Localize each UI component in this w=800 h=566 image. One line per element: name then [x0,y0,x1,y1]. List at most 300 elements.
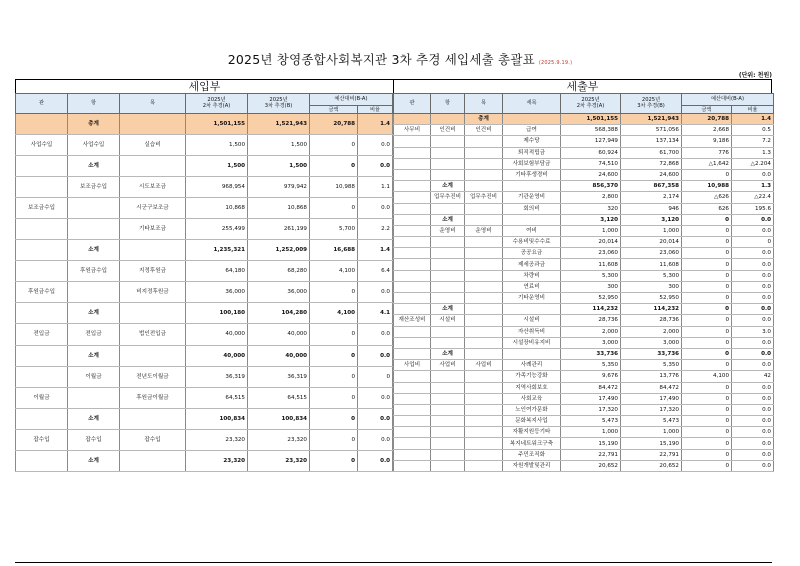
income-cell-hang [68,387,120,408]
income-col-b-year: 2025년 [269,97,288,103]
income-cell-hang: 잡수입 [68,429,120,450]
expense-cell-b: 1,000 [621,225,682,236]
expense-cell-hang [431,337,465,348]
expense-cell-a: 320 [561,203,621,214]
expense-cell-hang [431,237,465,248]
income-cell-b: 36,319 [248,366,310,387]
income-cell-hang: 후원금수입 [68,261,120,282]
expense-cell-gwan [394,337,431,348]
income-cell-gwan [16,366,68,387]
expense-cell-gwan [394,259,431,270]
expense-cell-b: 3,000 [621,337,682,348]
income-cell-hang: 전입금 [68,324,120,345]
income-cell-b: 1,252,009 [248,240,310,261]
expense-cell-a: 52,950 [561,293,621,304]
expense-cell-gwan [394,404,431,415]
table-row [16,429,393,450]
expense-cell-ratio: △2.204 [732,158,774,169]
expense-cell-a: 856,370 [561,181,621,192]
expense-cell-ratio: 7.2 [732,136,774,147]
expense-section-title: 세출부 [566,80,599,93]
table-row [394,360,774,371]
expense-cell-gwan [394,169,431,180]
income-cell-ratio: 6.4 [358,261,393,282]
expense-cell-diff: 0 [682,404,732,415]
income-cell-ratio: 4.1 [358,303,393,324]
income-cell-diff: 4,100 [310,261,358,282]
expense-cell-semok: 자산취득비 [503,326,561,337]
expense-cell-hang [431,438,465,449]
income-cell-a: 64,180 [186,261,248,282]
expense-cell-semok [503,304,561,315]
expense-cell-semok: 제세공과금 [503,259,561,270]
income-cell-a: 10,868 [186,198,248,219]
expense-cell-hang: 사업비 [431,360,465,371]
expense-cell-mok [465,237,503,248]
income-cell-mok: 비지정후원금 [120,282,186,303]
income-cell-b: 23,320 [248,429,310,450]
expense-cell-hang: 소계 [431,348,465,359]
expense-cell-hang [431,326,465,337]
income-cell-hang: 사업수입 [68,135,120,156]
table-row [16,219,393,240]
expense-cell-gwan [394,181,431,192]
expense-col-semok: 세목 [503,94,561,114]
table-row [394,326,774,337]
expense-cell-hang: 운영비 [431,225,465,236]
expense-cell-diff: 0 [682,360,732,371]
table-row [394,315,774,326]
expense-cell-diff: 10,988 [682,181,732,192]
expense-cell-b: 1,521,943 [621,114,682,125]
expense-cell-a: 2,000 [561,326,621,337]
income-cell-a: 1,500 [186,135,248,156]
income-col-b-sub: 3차 추경(B) [264,102,293,109]
income-cell-gwan [16,240,68,261]
expense-cell-mok [465,371,503,382]
expense-cell-a: 11,608 [561,259,621,270]
expense-cell-ratio: 0.0 [732,393,774,404]
expense-cell-semok [503,114,561,125]
table-row [394,225,774,236]
income-cell-diff: 0 [310,429,358,450]
income-cell-diff: 0 [310,324,358,345]
expense-cell-mok: 운영비 [465,225,503,236]
income-cell-diff: 5,700 [310,219,358,240]
expense-cell-hang [431,416,465,427]
expense-cell-a: 5,473 [561,416,621,427]
expense-cell-ratio: 1.3 [732,181,774,192]
expense-cell-b: 17,320 [621,404,682,415]
expense-cell-semok: 사회교육 [503,393,561,404]
income-cell-hang: 소계 [68,408,120,429]
expense-cell-hang: 소계 [431,304,465,315]
income-cell-hang: 소계 [68,156,120,177]
expense-cell-mok [465,460,503,471]
expense-cell-ratio: 0.0 [732,293,774,304]
expense-cell-hang: 업무추진비 [431,192,465,203]
table-row [394,404,774,415]
expense-cell-a: 1,501,155 [561,114,621,125]
expense-cell-diff: 0 [682,237,732,248]
expense-cell-ratio: 0.0 [732,427,774,438]
expense-cell-gwan [394,225,431,236]
income-cell-diff: 0 [310,156,358,177]
expense-col-gwan: 관 [394,94,431,114]
expense-cell-diff: 0 [682,281,732,292]
expense-cell-gwan: 재산조성비 [394,315,431,326]
income-col-a-sub: 2차 추경(A) [202,102,231,109]
income-table [15,93,393,472]
expense-cell-ratio: 195.6 [732,203,774,214]
expense-cell-a: 300 [561,281,621,292]
table-row [394,371,774,382]
expense-cell-b: 20,014 [621,237,682,248]
expense-cell-a: 17,320 [561,404,621,415]
expense-cell-semok: 가족기능강화 [503,371,561,382]
expense-cell-diff: 4,100 [682,371,732,382]
expense-cell-diff: 0 [682,348,732,359]
expense-cell-b: 24,600 [621,169,682,180]
expense-cell-gwan [394,192,431,203]
expense-cell-gwan [394,393,431,404]
expense-cell-hang [431,293,465,304]
expense-cell-b: 5,300 [621,270,682,281]
table-row [394,136,774,147]
income-col-hang: 항 [68,94,120,114]
income-cell-a: 100,834 [186,408,248,429]
income-cell-ratio: 0.0 [358,156,393,177]
expense-cell-gwan [394,304,431,315]
income-cell-ratio: 1.4 [358,240,393,261]
expense-cell-b: 114,232 [621,304,682,315]
expense-col-amount: 금액 [682,106,732,114]
income-cell-gwan [16,303,68,324]
expense-cell-mok: 인건비 [465,125,503,136]
expense-cell-mok [465,136,503,147]
expense-cell-ratio: 0.0 [732,337,774,348]
income-cell-ratio: 0.0 [358,429,393,450]
income-cell-mok [120,303,186,324]
income-cell-b: 261,199 [248,219,310,240]
expense-cell-semok: 연료비 [503,281,561,292]
expense-cell-a: 568,388 [561,125,621,136]
expense-cell-semok: 퇴직적립금 [503,147,561,158]
income-cell-ratio: 0 [358,366,393,387]
income-col-amount: 금액 [310,106,358,114]
income-cell-b: 36,000 [248,282,310,303]
income-cell-hang [68,198,120,219]
expense-cell-mok [465,304,503,315]
table-row [394,125,774,136]
expense-cell-semok: 제수당 [503,136,561,147]
expense-cell-mok: 총계 [465,114,503,125]
expense-cell-ratio: 0.0 [732,460,774,471]
expense-cell-hang [431,158,465,169]
expense-col-ratio: 비율 [732,106,774,114]
income-col-gwan: 관 [16,94,68,114]
expense-cell-diff: 626 [682,203,732,214]
expense-cell-hang: 시설비 [431,315,465,326]
expense-cell-gwan: 사업비 [394,360,431,371]
expense-cell-diff: 0 [682,337,732,348]
income-cell-gwan: 이월금 [16,387,68,408]
expense-cell-ratio: 0.0 [732,270,774,281]
expense-cell-diff: △626 [682,192,732,203]
expense-col-b-year: 2025년 [641,97,661,103]
expense-cell-mok: 업무추진비 [465,192,503,203]
table-row [16,198,393,219]
expense-cell-a: 28,736 [561,315,621,326]
expense-cell-diff: 0 [682,460,732,471]
expense-cell-mok [465,438,503,449]
title-date: (2025.9.19.) [538,60,573,66]
expense-cell-hang: 인건비 [431,125,465,136]
expense-cell-mok [465,248,503,259]
expense-cell-b: 2,174 [621,192,682,203]
expense-cell-a: 33,736 [561,348,621,359]
income-cell-mok [120,345,186,366]
income-cell-ratio: 0.0 [358,282,393,303]
expense-cell-ratio: 0.0 [732,214,774,225]
income-cell-ratio: 1.1 [358,177,393,198]
expense-cell-gwan [394,371,431,382]
expense-cell-mok [465,315,503,326]
expense-cell-mok [465,147,503,158]
expense-cell-ratio: 1.4 [732,114,774,125]
table-row [394,460,774,471]
income-cell-b: 979,942 [248,177,310,198]
expense-cell-b: 300 [621,281,682,292]
expense-cell-mok [465,270,503,281]
expense-cell-diff: 9,186 [682,136,732,147]
expense-cell-gwan [394,293,431,304]
expense-cell-ratio: 0.0 [732,416,774,427]
income-cell-diff: 10,988 [310,177,358,198]
income-cell-hang: 이월금 [68,366,120,387]
income-col-b [248,94,310,114]
expense-cell-hang [431,203,465,214]
expense-cell-semok: 기타후생경비 [503,169,561,180]
expense-cell-mok [465,337,503,348]
table-row [16,366,393,387]
expense-cell-mok [465,214,503,225]
income-cell-gwan [16,408,68,429]
expense-cell-b: 1,000 [621,427,682,438]
expense-cell-gwan [394,214,431,225]
expense-col-a-sub: 2차 추경(A) [576,102,605,109]
expense-cell-a: 24,600 [561,169,621,180]
expense-cell-semok: 공공요금 [503,248,561,259]
expense-cell-hang [431,259,465,270]
expense-cell-gwan [394,416,431,427]
expense-cell-semok: 차량비 [503,270,561,281]
expense-cell-ratio: 0.0 [732,449,774,460]
income-cell-gwan [16,345,68,366]
expense-cell-hang [431,371,465,382]
expense-cell-semok: 기타운영비 [503,293,561,304]
income-cell-mok [120,114,186,135]
expense-cell-gwan [394,460,431,471]
income-cell-gwan: 후원금수입 [16,282,68,303]
income-cell-ratio: 0.0 [358,345,393,366]
income-cell-gwan: 전입금 [16,324,68,345]
expense-cell-semok [503,214,561,225]
expense-cell-a: 9,676 [561,371,621,382]
expense-cell-a: 23,060 [561,248,621,259]
expense-cell-b: 137,134 [621,136,682,147]
income-col-diff: 예산대비(B-A) [310,94,393,106]
expense-cell-semok: 수용비및수수료 [503,237,561,248]
table-row [394,147,774,158]
income-cell-diff: 0 [310,387,358,408]
table-row [394,192,774,203]
table-row [16,387,393,408]
expense-cell-gwan [394,114,431,125]
expense-cell-ratio: 0.0 [732,382,774,393]
income-cell-a: 968,954 [186,177,248,198]
expense-cell-ratio: 1.3 [732,147,774,158]
income-cell-hang: 소계 [68,450,120,471]
table-row [16,408,393,429]
expense-cell-a: 3,120 [561,214,621,225]
expense-col-mok: 목 [465,94,503,114]
expense-cell-hang [431,393,465,404]
expense-cell-b: 22,791 [621,449,682,460]
expense-cell-semok: 노인여가문화 [503,404,561,415]
expense-cell-a: 60,924 [561,147,621,158]
expense-cell-a: 2,800 [561,192,621,203]
expense-cell-semok: 복지네트워크구축 [503,438,561,449]
expense-cell-semok [503,181,561,192]
expense-cell-diff: 0 [682,304,732,315]
expense-cell-gwan [394,348,431,359]
expense-cell-gwan [394,248,431,259]
expense-cell-a: 127,949 [561,136,621,147]
income-cell-mok [120,240,186,261]
expense-cell-b: 72,868 [621,158,682,169]
expense-cell-gwan [394,427,431,438]
expense-cell-diff: 0 [682,270,732,281]
expense-cell-a: 20,652 [561,460,621,471]
table-row [16,261,393,282]
income-cell-gwan: 잡수입 [16,429,68,450]
income-cell-a: 1,500 [186,156,248,177]
expense-cell-semok: 자원개발및관리 [503,460,561,471]
expense-cell-b: 52,950 [621,293,682,304]
expense-cell-diff: 0 [682,248,732,259]
expense-cell-mok [465,169,503,180]
income-col-ratio: 비율 [358,106,393,114]
expense-cell-a: 1,000 [561,225,621,236]
expense-cell-b: 84,472 [621,382,682,393]
expense-cell-a: 15,190 [561,438,621,449]
income-cell-gwan [16,177,68,198]
expense-cell-mok [465,382,503,393]
table-row [394,270,774,281]
expense-cell-hang: 소계 [431,181,465,192]
expense-cell-mok [465,259,503,270]
income-cell-diff: 4,100 [310,303,358,324]
expense-cell-diff: 0 [682,326,732,337]
table-row [16,324,393,345]
income-cell-ratio: 0.0 [358,135,393,156]
expense-cell-gwan [394,158,431,169]
income-col-mok: 목 [120,94,186,114]
expense-col-b-sub: 3차 추경(B) [637,102,665,109]
expense-cell-ratio: 0.0 [732,438,774,449]
income-cell-b: 1,500 [248,156,310,177]
expense-cell-mok [465,326,503,337]
income-cell-a: 36,319 [186,366,248,387]
expense-cell-mok [465,348,503,359]
expense-cell-semok: 주민조직화 [503,449,561,460]
expense-cell-semok: 지역사회보호 [503,382,561,393]
income-cell-mok: 법인전입금 [120,324,186,345]
expense-cell-a: 5,350 [561,360,621,371]
title-text: 2025년 창영종합사회복지관 3차 추경 세입세출 총괄표 [227,52,535,67]
income-cell-ratio: 0.0 [358,450,393,471]
summary-sheet [15,79,772,472]
expense-cell-hang [431,147,465,158]
income-cell-a: 100,180 [186,303,248,324]
income-cell-a: 23,320 [186,429,248,450]
income-cell-diff: 0 [310,345,358,366]
income-cell-gwan [16,261,68,282]
expense-col-b [621,94,682,114]
table-row [394,416,774,427]
income-cell-gwan [16,114,68,135]
expense-cell-b: 5,473 [621,416,682,427]
table-row [16,240,393,261]
income-cell-mok: 시군구보조금 [120,198,186,219]
table-row [394,203,774,214]
income-cell-a: 1,235,321 [186,240,248,261]
income-cell-ratio: 0.0 [358,387,393,408]
expense-cell-gwan [394,449,431,460]
expense-cell-diff: 0 [682,315,732,326]
expense-cell-diff: 0 [682,169,732,180]
expense-cell-ratio: 0 [732,237,774,248]
table-row [16,114,393,135]
expense-cell-ratio: 0.0 [732,259,774,270]
table-row [394,248,774,259]
income-cell-ratio: 0.0 [358,198,393,219]
income-cell-b: 23,320 [248,450,310,471]
expense-cell-hang [431,427,465,438]
expense-cell-b: 571,056 [621,125,682,136]
expense-cell-a: 20,014 [561,237,621,248]
income-cell-b: 10,868 [248,198,310,219]
expense-cell-b: 15,190 [621,438,682,449]
expense-table [393,93,774,472]
income-cell-a: 40,000 [186,324,248,345]
table-row [394,237,774,248]
expense-cell-mok [465,203,503,214]
income-cell-gwan [16,156,68,177]
table-row [394,214,774,225]
expense-cell-mok: 사업비 [465,360,503,371]
expense-cell-a: 1,000 [561,427,621,438]
table-row [16,345,393,366]
expense-cell-gwan [394,438,431,449]
income-cell-b: 1,500 [248,135,310,156]
table-row [16,177,393,198]
income-cell-ratio: 0.0 [358,408,393,429]
expense-cell-hang [431,248,465,259]
expense-cell-semok: 자활지원등기타 [503,427,561,438]
expense-cell-b: 13,776 [621,371,682,382]
